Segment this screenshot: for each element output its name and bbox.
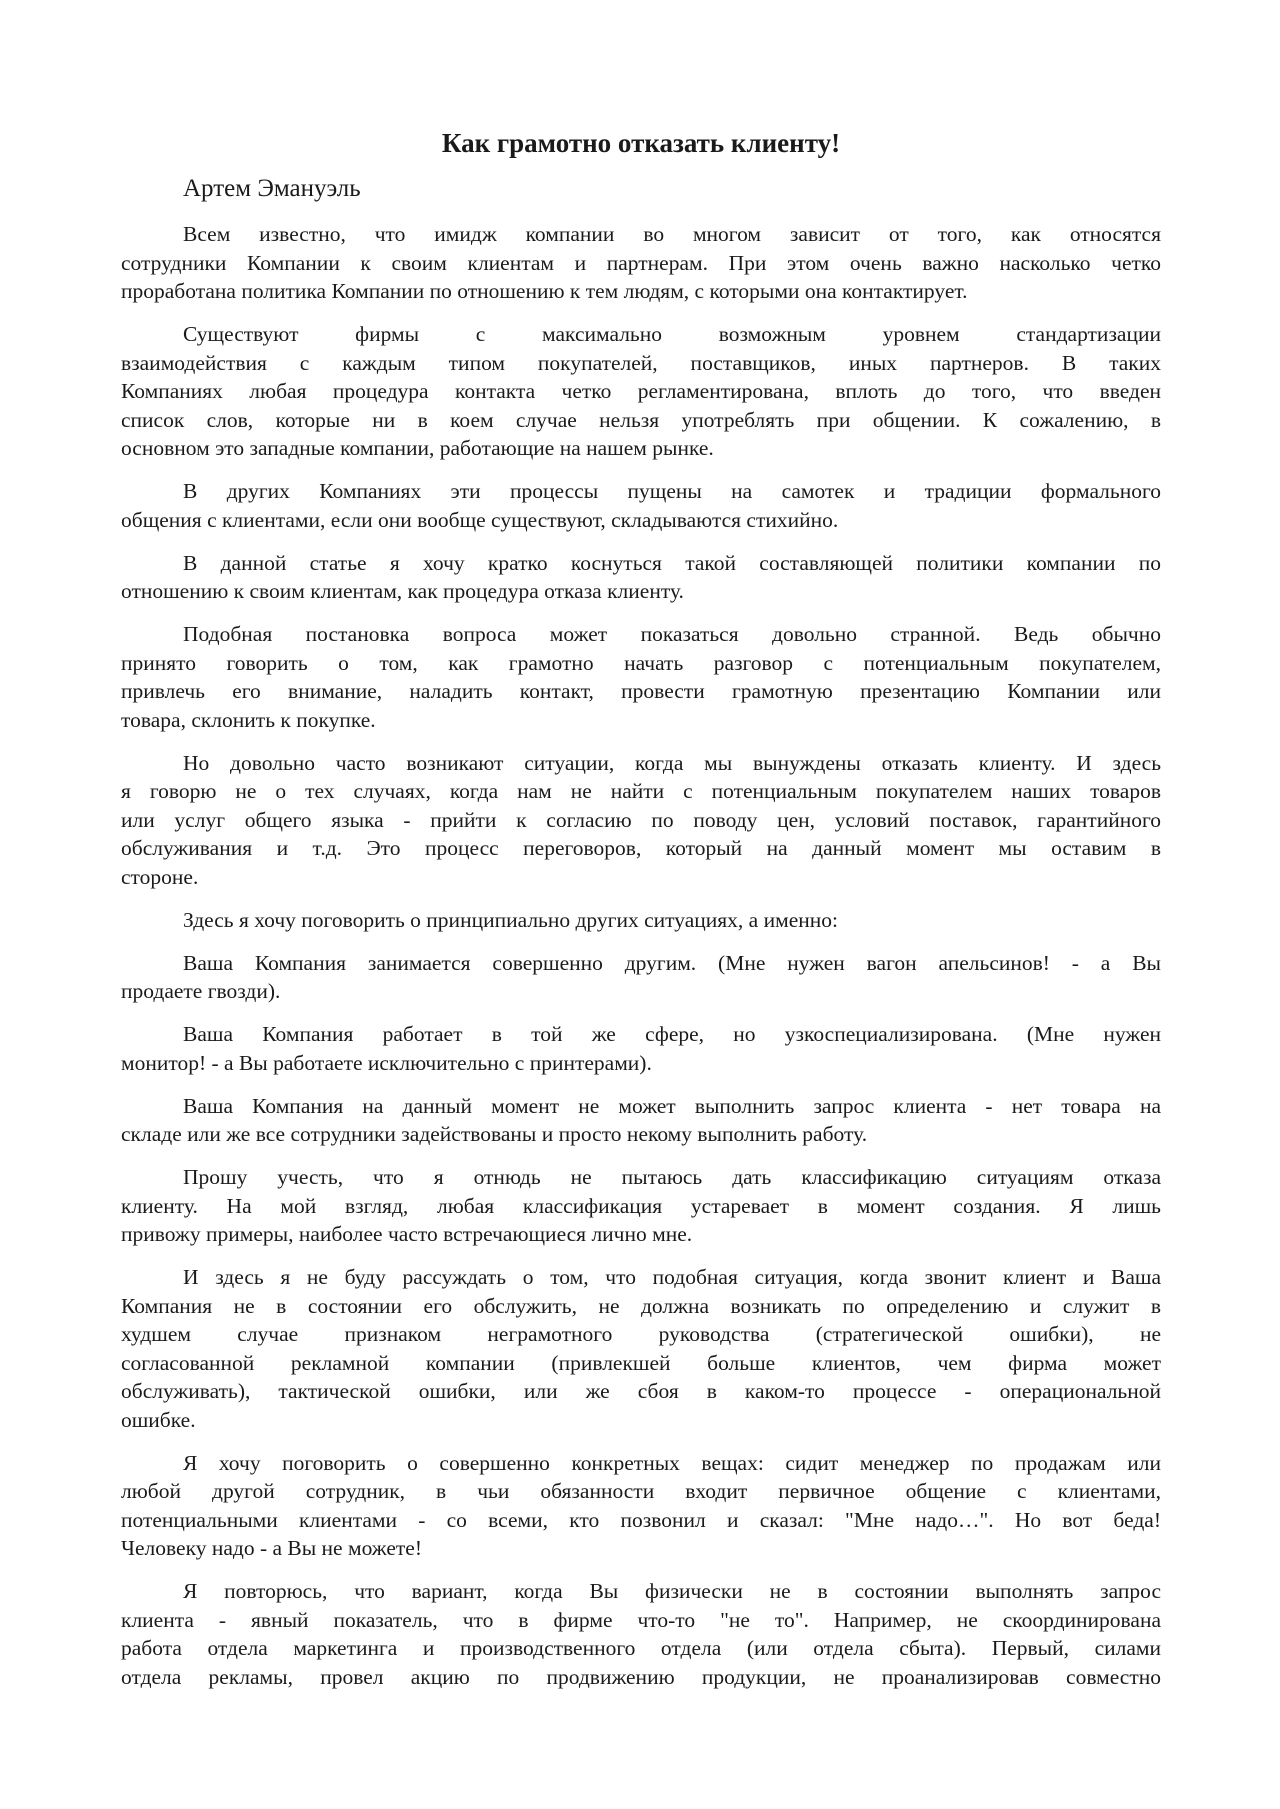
paragraph-line: список слов, которые ни в коем случае нельзя употреблять при общении. К сожалению, в bbox=[121, 407, 1161, 432]
paragraph bbox=[121, 1263, 1161, 1434]
paragraph-line: И здесь я не буду рассуждать о том, что подобная ситуация, когда звонит клиент и Ваша bbox=[183, 1265, 1161, 1289]
paragraph-line: продаете гвозди). bbox=[121, 979, 281, 1003]
paragraph-line: обслуживать), тактической ошибки, или же сбоя в каком-то процессе - операциональной bbox=[121, 1379, 1161, 1403]
paragraph-line: худшем случае признаком неграмотного руководства (стратегической ошибки), не bbox=[121, 1322, 1161, 1346]
paragraph-line: Ваша Компания занимается совершенно другим. (Мне нужен вагон апельсинов! - а Вы bbox=[183, 950, 1161, 975]
paragraph bbox=[121, 1020, 1161, 1077]
paragraph-line: ошибке. bbox=[121, 1407, 196, 1432]
paragraph bbox=[121, 620, 1161, 734]
paragraph-line: я говорю не о тех случаях, когда нам не найти с потенциальным покупателем наших товаров bbox=[121, 779, 1161, 803]
paragraph-line: товара, склонить к покупке. bbox=[121, 707, 376, 732]
paragraph-line: основном это западные компании, работающие на нашем рынке. bbox=[121, 436, 714, 460]
paragraph-line: Я повторюсь, что вариант, когда Вы физически не в состоянии выполнять запрос bbox=[183, 1579, 1161, 1603]
paragraph-line: или услуг общего языка - прийти к согласию по поводу цен, условий поставок, гарантийного bbox=[121, 807, 1161, 832]
paragraph-line: В других Компаниях эти процессы пущены на самотек и традиции формального bbox=[183, 479, 1161, 503]
paragraph-line: Прошу учесть, что я отнюдь не пытаюсь дать классификацию ситуациям отказа bbox=[183, 1165, 1161, 1189]
paragraph bbox=[121, 906, 1161, 935]
paragraph-line: привожу примеры, наиболее часто встречающиеся лично мне. bbox=[121, 1222, 693, 1246]
paragraph-line: сотрудники Компании к своим клиентам и партнерам. При этом очень важно насколько четко bbox=[121, 250, 1161, 275]
paragraph-line: Компаниях любая процедура контакта четко регламентирована, вплоть до того, что введен bbox=[121, 379, 1161, 403]
paragraph bbox=[121, 320, 1161, 463]
paragraph-line: Ваша Компания работает в той же сфере, но узкоспециализирована. (Мне нужен bbox=[183, 1022, 1161, 1046]
paragraph bbox=[121, 1449, 1161, 1563]
paragraph-line: отношению к своим клиентам, как процедура отказа клиенту. bbox=[121, 579, 684, 603]
paragraph-line: потенциальными клиентами - со всеми, кто позвонил и сказал: "Мне надо…". Но вот беда! bbox=[121, 1507, 1161, 1532]
paragraph-line: работа отдела маркетинга и производственного отдела (или отдела сбыта). Первый, силами bbox=[121, 1636, 1161, 1660]
paragraph-line: Человеку надо - а Вы не можете! bbox=[121, 1536, 423, 1560]
paragraph bbox=[121, 1577, 1161, 1691]
paragraph-line: взаимодействия с каждым типом покупателей, поставщиков, иных партнеров. В таких bbox=[121, 350, 1161, 375]
paragraph-line: любой другой сотрудник, в чьи обязанности входит первичное общение с клиентами, bbox=[121, 1479, 1161, 1503]
paragraph bbox=[121, 1163, 1161, 1249]
paragraph-line: Существуют фирмы с максимально возможным уровнем стандартизации bbox=[183, 322, 1161, 346]
paragraph-line: отдела рекламы, провел акцию по продвижению продукции, не проанализировав совместно bbox=[121, 1664, 1161, 1689]
paragraph-line: Всем известно, что имидж компании во многом зависит от того, как относятся bbox=[183, 222, 1161, 246]
paragraph bbox=[121, 477, 1161, 534]
paragraph-line: клиента - явный показатель, что в фирме что-то "не то". Например, не скоординирована bbox=[121, 1607, 1161, 1632]
document-title: Как грамотно отказать клиенту! bbox=[441, 128, 841, 158]
document-author: Артем Эмануэль bbox=[183, 175, 361, 202]
paragraph-line: привлечь его внимание, наладить контакт, провести грамотную презентацию Компании или bbox=[121, 679, 1161, 703]
paragraph-line: В данной статье я хочу кратко коснуться такой составляющей политики компании по bbox=[183, 550, 1161, 575]
paragraph-line: Ваша Компания на данный момент не может выполнить запрос клиента - нет товара на bbox=[183, 1093, 1161, 1118]
paragraph-line: общения с клиентами, если они вообще существуют, складываются стихийно. bbox=[121, 507, 839, 532]
paragraph-line: складе или же все сотрудники задействованы и просто некому выполнить работу. bbox=[121, 1122, 868, 1146]
paragraph-line: Но довольно часто возникают ситуации, когда мы вынуждены отказать клиенту. И здесь bbox=[183, 750, 1161, 775]
paragraph-line: обслуживания и т.д. Это процесс переговоров, который на данный момент мы оставим в bbox=[121, 836, 1161, 860]
paragraph-line: Здесь я хочу поговорить о принципиально других ситуациях, а именно: bbox=[183, 907, 838, 932]
document-body bbox=[121, 220, 1161, 1706]
paragraph bbox=[121, 1092, 1161, 1149]
paragraph-line: стороне. bbox=[121, 864, 199, 889]
paragraph-line: проработана политика Компании по отношению к тем людям, с которыми она контактирует. bbox=[121, 279, 968, 303]
paragraph bbox=[121, 949, 1161, 1006]
paragraph-line: клиенту. На мой взгляд, любая классификация устаревает в момент создания. Я лишь bbox=[121, 1193, 1161, 1218]
paragraph-line: монитор! - а Вы работаете исключительно с принтерами). bbox=[121, 1050, 652, 1075]
paragraph-line: Компания не в состоянии его обслужить, не должна возникать по определению и служит в bbox=[121, 1293, 1161, 1318]
paragraph bbox=[121, 549, 1161, 606]
paragraph bbox=[121, 220, 1161, 306]
paragraph-line: принято говорить о том, как грамотно начать разговор с потенциальным покупателем, bbox=[121, 650, 1161, 675]
paragraph bbox=[121, 749, 1161, 892]
paragraph-line: Я хочу поговорить о совершенно конкретных вещах: сидит менеджер по продажам или bbox=[183, 1450, 1161, 1475]
paragraph-line: согласованной рекламной компании (привлекшей больше клиентов, чем фирма может bbox=[121, 1350, 1161, 1375]
paragraph-line: Подобная постановка вопроса может показаться довольно странной. Ведь обычно bbox=[183, 622, 1161, 646]
